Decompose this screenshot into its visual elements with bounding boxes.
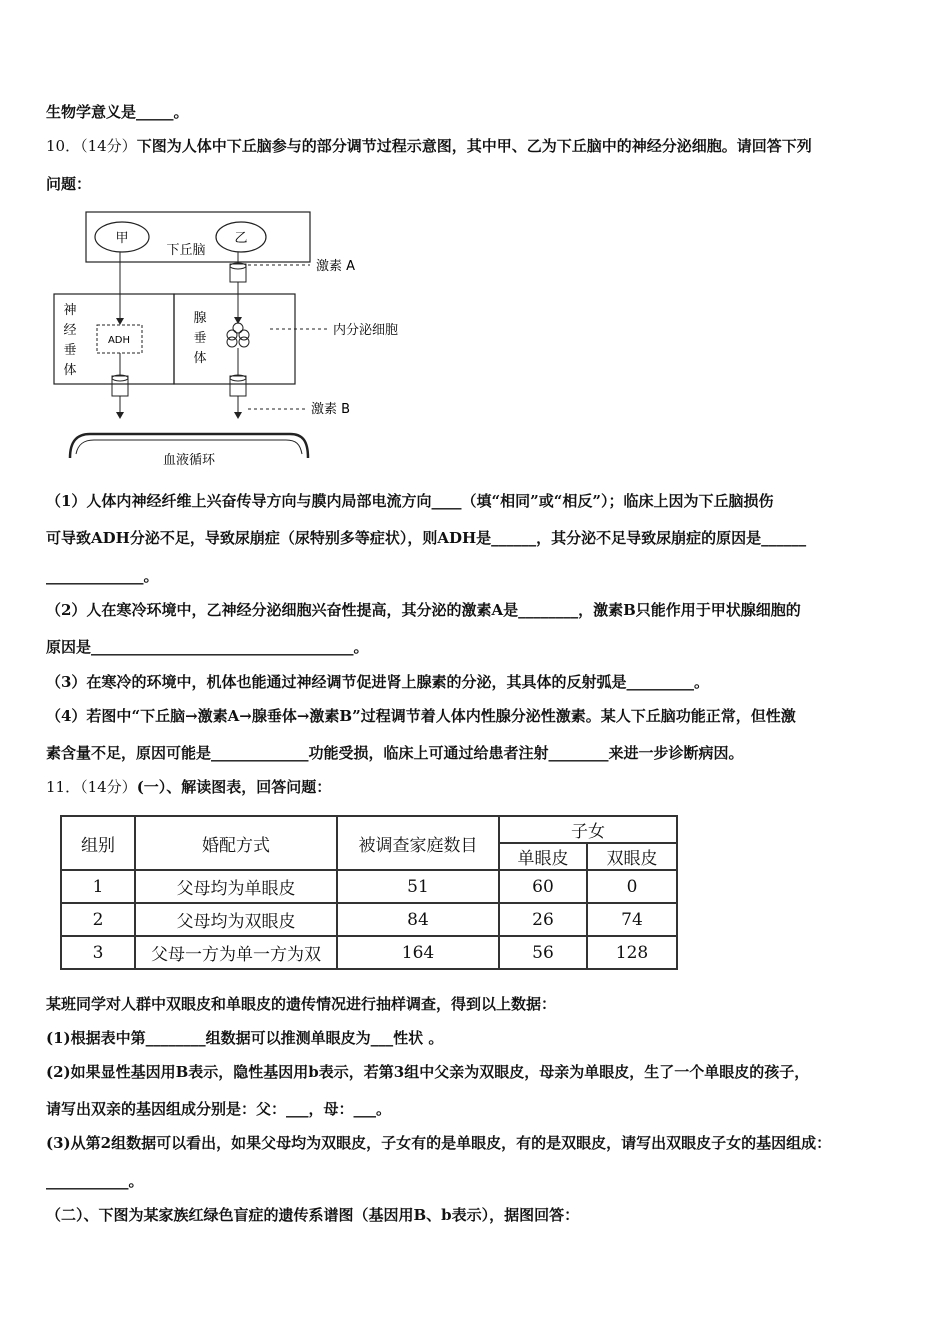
hypothalamus-regulation-diagram — [50, 208, 430, 473]
cell-mating: 父母均为单眼皮 — [135, 870, 337, 903]
q11-sub2-line1: (2)如果显性基因用B表示，隐性基因用b表示，若第3组中父亲为双眼皮，母亲为单眼皮，生了一个单眼皮的孩子， — [46, 1063, 810, 1081]
header-mating: 婚配方式 — [135, 816, 337, 870]
hormone-a-label: 激素 A — [316, 259, 356, 274]
neuro-pituitary-char-1: 神 — [63, 303, 77, 318]
adeno-pituitary-char-3: 体 — [193, 351, 207, 366]
adeno-pituitary-char-2: 垂 — [193, 331, 207, 346]
hypothalamus-label: 下丘脑 — [166, 243, 206, 258]
cell-yi-label: 乙 — [234, 231, 248, 246]
cell-families: 84 — [337, 903, 499, 936]
q10-part4-line1: （4）若图中“下丘脑→激素A→腺垂体→激素B”过程调节着人体内性腺分泌性激素。某人下丘脑功能正常，但性激 — [46, 707, 796, 725]
q11-heading — [46, 777, 331, 797]
cell-single: 56 — [499, 936, 587, 969]
q10-stem-text: 下图为人体中下丘脑参与的部分调节过程示意图，其中甲、乙为下丘脑中的神经分泌细胞。请回答下列 — [136, 137, 812, 155]
cell-group: 1 — [61, 870, 135, 903]
vessel-b — [230, 376, 246, 396]
cell-double: 74 — [587, 903, 677, 936]
q10-part4-line2: 素含量不足，原因可能是_____________功能受损，临床上可通过给患者注射________来进一步诊断病因。 — [46, 744, 744, 762]
blood-circulation-label: 血液循环 — [162, 453, 216, 468]
q10-part1-line2: 可导致ADH分泌不足，导致尿崩症（尿特别多等症状），则ADH是______，其分泌不足导致尿崩症的原因是______ — [46, 529, 807, 547]
q11-sub2-line2: 请写出双亲的基因组成分别是：父：___，母：___。 — [46, 1100, 392, 1118]
cell-double: 128 — [587, 936, 677, 969]
q10-part1-line1: （1）人体内神经纤维上兴奋传导方向与膜内局部电流方向____（填“相同”或“相反”）；临床上因为下丘脑损伤 — [46, 492, 774, 510]
cell-single: 26 — [499, 903, 587, 936]
q11-intro: 某班同学对人群中双眼皮和单眼皮的遗传情况进行抽样调查，得到以上数据： — [46, 995, 557, 1013]
endocrine-cells-icon — [227, 323, 249, 347]
cell-mating: 父母均为双眼皮 — [135, 903, 337, 936]
adeno-pituitary-char-1: 腺 — [193, 311, 207, 326]
neuro-pituitary-char-4: 体 — [63, 363, 77, 378]
cell-group: 2 — [61, 903, 135, 936]
diagram-svg — [50, 208, 430, 473]
header-children: 子女 — [499, 816, 677, 843]
header-single-eyelid: 单眼皮 — [499, 843, 587, 870]
cell-single: 60 — [499, 870, 587, 903]
cell-families: 164 — [337, 936, 499, 969]
q11-part2-intro: （二）、下图为某家族红绿色盲症的遗传系谱图（基因用B、b表示），据图回答： — [46, 1206, 580, 1224]
q10-part1-line3: _____________。 — [46, 567, 159, 585]
eyelid-survey-table — [60, 815, 678, 970]
cell-mating: 父母一方为单一方为双 — [135, 936, 337, 969]
q10-stem-line1 — [46, 136, 812, 156]
table-row — [61, 903, 677, 936]
table-row — [61, 936, 677, 969]
q11-sub3-line1: (3)从第2组数据可以看出，如果父母均为双眼皮，子女有的是单眼皮，有的是双眼皮，请写出双眼皮子女的基因组成： — [46, 1134, 832, 1152]
q10-part2-line1: （2）人在寒冷环境中，乙神经分泌细胞兴奋性提高，其分泌的激素A是________，激素B只能作用于甲状腺细胞的 — [46, 601, 801, 619]
cell-families: 51 — [337, 870, 499, 903]
vessel-adh — [112, 376, 128, 396]
vessel-a — [230, 264, 246, 282]
q10-part3: （3）在寒冷的环境中，机体也能通过神经调节促进肾上腺素的分泌，其具体的反射弧是_________。 — [46, 673, 709, 691]
header-families: 被调查家庭数目 — [337, 816, 499, 870]
q10-number: 10．（14分） — [46, 137, 137, 155]
table-row — [61, 870, 677, 903]
cell-group: 3 — [61, 936, 135, 969]
q10-stem-line2: 问题： — [46, 175, 92, 193]
header-group: 组别 — [61, 816, 135, 870]
hormone-b-label: 激素 B — [311, 402, 351, 417]
previous-question-tail: 生物学意义是_____。 — [46, 103, 189, 121]
q10-part2-line2: 原因是___________________________________。 — [46, 638, 369, 656]
q11-title: (一）、解读图表，回答问题： — [136, 778, 332, 796]
neuro-pituitary-char-2: 经 — [63, 323, 77, 338]
adh-label: ADH — [107, 335, 131, 346]
q11-sub1: (1)根据表中第________组数据可以推测单眼皮为___性状 。 — [46, 1029, 444, 1047]
neuro-pituitary-char-3: 垂 — [63, 343, 77, 358]
cell-double: 0 — [587, 870, 677, 903]
cell-jia-label: 甲 — [115, 231, 129, 246]
q11-sub3-line2: ___________。 — [46, 1172, 144, 1190]
endocrine-cell-label: 内分泌细胞 — [333, 323, 399, 338]
header-double-eyelid: 双眼皮 — [587, 843, 677, 870]
q11-number: 11．（14分） — [46, 778, 137, 796]
